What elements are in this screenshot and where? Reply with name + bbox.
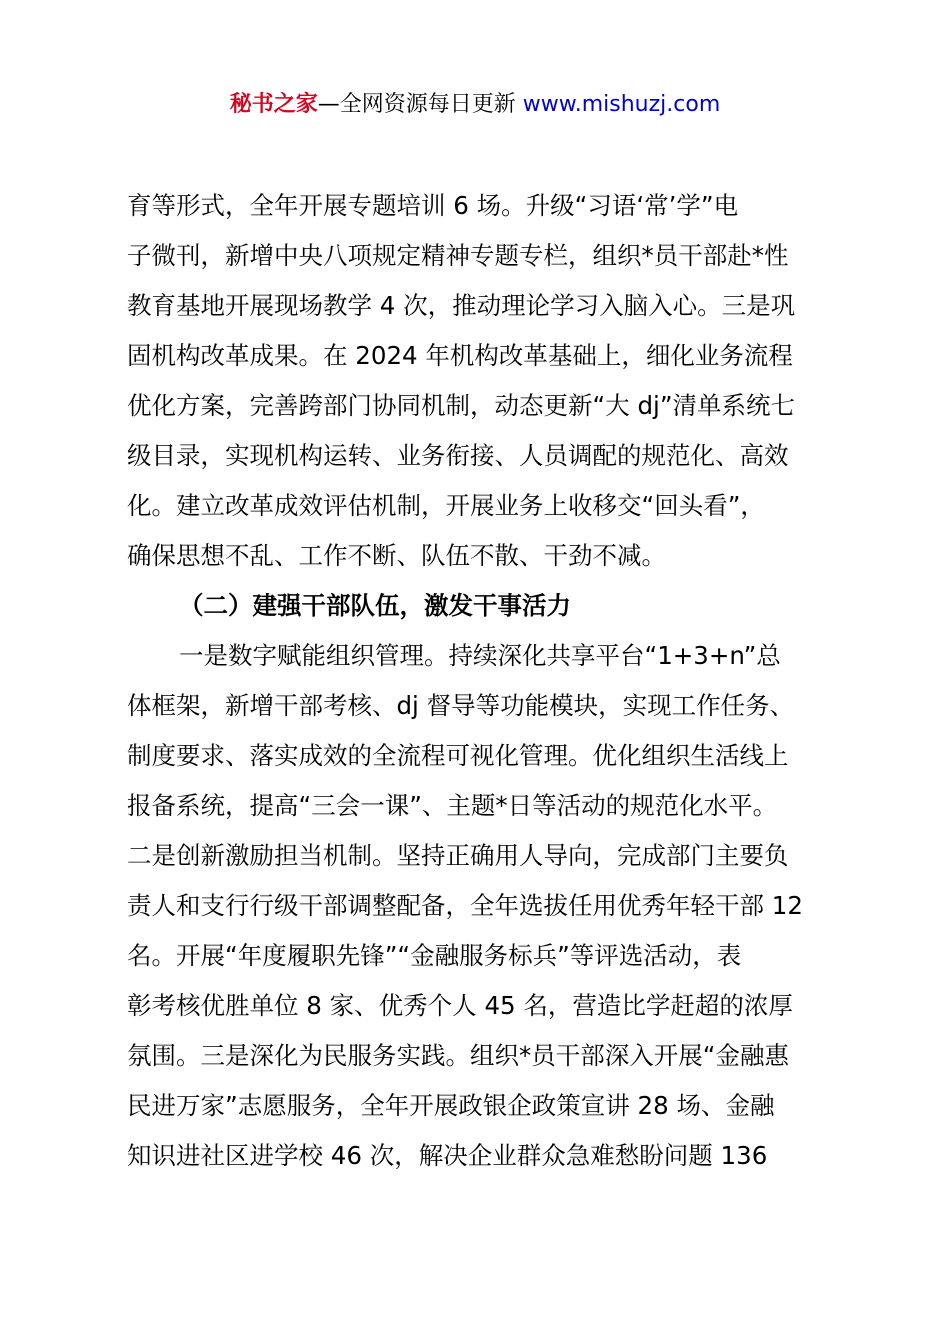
- paragraph-line: 级目录，实现机构运转、业务衔接、人员调配的规范化、高效: [127, 441, 789, 470]
- paragraph-line: 一是数字赋能组织管理。持续深化共享平台“1+3+n”总: [179, 641, 781, 670]
- paragraph-line: 优化方案，完善跨部门协同机制，动态更新“大 dj”清单系统七: [127, 391, 796, 420]
- brand-name: 秘书之家: [229, 92, 318, 117]
- paragraph-line: 确保思想不乱、工作不断、队伍不散、干劲不减。: [127, 541, 666, 570]
- paragraph-line: 知识进社区进学校 46 次，解决企业群众急难愁盼问题 136: [127, 1141, 768, 1170]
- paragraph-line: 氛围。三是深化为民服务实践。组织*员干部深入开展“金融惠: [127, 1041, 789, 1070]
- paragraph-line: 体框架，新增干部考核、dj 督导等功能模块，实现工作任务、: [127, 691, 795, 720]
- paragraph-line: 化。建立改革成效评估机制，开展业务上收移交“回头看”，: [127, 491, 765, 520]
- paragraph-line: 教育基地开展现场教学 4 次，推动理论学习入脑入心。三是巩: [127, 291, 796, 320]
- header-slogan: —全网资源每日更新: [317, 92, 523, 117]
- paragraph-line: 报备系统，提高“三会一课”、主题*日等活动的规范化水平。: [127, 791, 778, 820]
- paragraph-line: 制度要求、落实成效的全流程可视化管理。优化组织生活线上: [127, 741, 789, 770]
- paragraph-line: 二是创新激励担当机制。坚持正确用人导向，完成部门主要负: [127, 841, 789, 870]
- paragraph-line: 责人和支行行级干部调整配备，全年选拔任用优秀年轻干部 12: [127, 891, 803, 920]
- paragraph-line: 彰考核优胜单位 8 家、优秀个人 45 名，营造比学赶超的浓厚: [127, 991, 793, 1020]
- document-body: [127, 181, 835, 1181]
- paragraph-line: 民进万家”志愿服务，全年开展政银企政策宣讲 28 场、金融: [127, 1091, 775, 1120]
- paragraph-line: 育等形式，全年开展专题培训 6 场。升级“习语‘常’学”电: [127, 191, 739, 220]
- paragraph-line: 子微刊，新增中央八项规定精神专题专栏，组织*员干部赴*性: [127, 241, 789, 270]
- website-link[interactable]: www.mishuzj.com: [522, 92, 721, 117]
- paragraph-line: 名。开展“年度履职先锋”“金融服务标兵”等评选活动，表: [127, 941, 742, 970]
- paragraph-line: 固机构改革成果。在 2024 年机构改革基础上，细化业务流程: [127, 341, 793, 370]
- section-heading: （二）建强干部队伍，激发干事活力: [179, 591, 571, 620]
- page-header: [0, 88, 950, 122]
